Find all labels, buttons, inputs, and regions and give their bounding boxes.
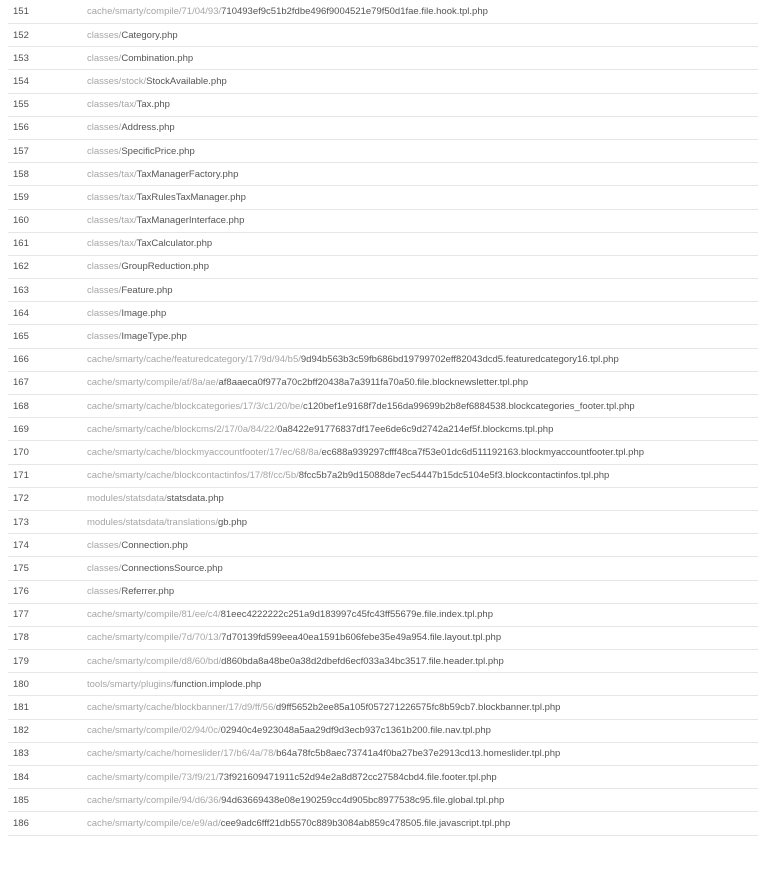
file-name: Connection.php [121, 539, 188, 551]
file-name: Address.php [121, 122, 175, 134]
table-row [8, 812, 758, 835]
row-number: 175 [13, 562, 29, 574]
row-number: 152 [13, 29, 29, 41]
row-number: 185 [13, 794, 29, 806]
row-number: 151 [13, 6, 29, 17]
table-row [8, 650, 758, 673]
file-name: cee9adc6fff21db5570c889b3084ab859c478505.file.javascript.tpl.php [220, 817, 511, 829]
row-number: 180 [13, 678, 29, 690]
table-row [8, 210, 758, 233]
row-number: 159 [13, 191, 29, 203]
file-path [87, 679, 758, 690]
file-path [87, 261, 758, 272]
table-row [8, 47, 758, 70]
file-name: TaxCalculator.php [136, 238, 213, 250]
file-path [87, 6, 758, 17]
file-name: 8fcc5b7a2b9d15088de7ec54447b15dc5104e5f3.blockcontactinfos.tpl.php [298, 470, 610, 482]
file-directory: cache/smarty/compile/ce/e9/ad/ [87, 817, 221, 829]
row-number: 178 [13, 632, 29, 644]
table-row [8, 325, 758, 348]
file-name: c120bef1e9168f7de156da99699b2b8ef6884538.blockcategories_footer.tpl.php [302, 400, 635, 412]
row-number: 168 [13, 400, 29, 412]
file-path [87, 53, 758, 64]
file-path [87, 725, 758, 736]
file-name: af8aaeca0f977a70c2bff20438a7a3911fa70a50.file.blocknewsletter.tpl.php [218, 377, 529, 389]
row-number: 162 [13, 261, 29, 273]
row-number: 169 [13, 423, 29, 435]
file-path [87, 540, 758, 551]
file-path [87, 609, 758, 620]
row-number: 179 [13, 655, 29, 667]
file-path [87, 470, 758, 481]
file-directory: modules/statsdata/ [87, 493, 167, 505]
file-name: 94d63669438e08e190259cc4d905bc8977538c95.file.global.tpl.php [221, 794, 505, 806]
table-row [8, 418, 758, 441]
table-row [8, 673, 758, 696]
file-name: Category.php [121, 29, 178, 41]
file-directory: classes/tax/ [87, 238, 137, 250]
file-directory: cache/smarty/compile/94/d6/36/ [87, 794, 222, 806]
table-row [8, 302, 758, 325]
table-row [8, 488, 758, 511]
file-name: TaxManagerFactory.php [136, 168, 239, 180]
file-directory: classes/ [87, 52, 122, 64]
file-directory: cache/smarty/compile/af/8a/ae/ [87, 377, 219, 389]
file-directory: classes/ [87, 145, 122, 157]
file-directory: classes/ [87, 284, 122, 296]
file-path [87, 447, 758, 458]
table-row [8, 233, 758, 256]
table-row [8, 534, 758, 557]
file-path [87, 192, 758, 203]
file-directory: classes/tax/ [87, 215, 137, 227]
file-path [87, 586, 758, 597]
row-number: 153 [13, 52, 29, 64]
file-name: statsdata.php [166, 493, 224, 505]
table-row [8, 395, 758, 418]
file-name: d9ff5652b2ee85a105f057271226575fc8b59cb7.blockbanner.tpl.php [275, 702, 561, 714]
file-name: d860bda8a48be0a38d2dbefd6ecf033a34bc3517.file.header.tpl.php [221, 655, 504, 667]
file-path [87, 99, 758, 110]
row-number: 155 [13, 99, 29, 111]
file-directory: cache/smarty/cache/blockcms/2/17/0a/84/22/ [87, 423, 278, 435]
file-directory: classes/ [87, 586, 122, 598]
file-path [87, 146, 758, 157]
file-name: Referrer.php [121, 586, 175, 598]
row-number: 166 [13, 354, 29, 366]
file-directory: cache/smarty/compile/d8/60/bd/ [87, 655, 222, 667]
table-row [8, 140, 758, 163]
row-number: 181 [13, 702, 29, 714]
file-directory: cache/smarty/compile/73/f9/21/ [87, 771, 219, 783]
file-path [87, 377, 758, 388]
file-path [87, 285, 758, 296]
file-directory: classes/ [87, 261, 122, 273]
file-name: function.implode.php [173, 678, 262, 690]
row-number: 157 [13, 145, 29, 157]
file-path [87, 424, 758, 435]
file-path [87, 331, 758, 342]
file-name: ConnectionsSource.php [121, 562, 223, 574]
file-directory: cache/smarty/compile/02/94/0c/ [87, 725, 221, 737]
row-number: 171 [13, 470, 29, 482]
row-number: 183 [13, 748, 29, 760]
file-name: b64a78fc5b8aec73741a4f0ba27be37e2913cd13.homeslider.tpl.php [276, 748, 561, 760]
file-path [87, 818, 758, 829]
file-directory: classes/ [87, 122, 122, 134]
table-row [8, 511, 758, 534]
table-row [8, 720, 758, 743]
file-path [87, 122, 758, 133]
file-directory: cache/smarty/cache/featuredcategory/17/9d/94/b5/ [87, 354, 301, 366]
file-name: 7d70139fd599eea40ea1591b606febe35e49a954.file.layout.tpl.php [221, 632, 502, 644]
row-number: 174 [13, 539, 29, 551]
file-directory: classes/ [87, 562, 122, 574]
included-files-table [8, 0, 758, 836]
table-row [8, 581, 758, 604]
row-number: 154 [13, 75, 29, 87]
file-directory: classes/tax/ [87, 191, 137, 203]
file-name: Combination.php [121, 52, 194, 64]
file-name: Image.php [121, 307, 167, 319]
table-row [8, 24, 758, 47]
file-name: 81eec4222222c251a9d183997c45fc43ff55679e.file.index.tpl.php [220, 609, 493, 621]
file-path [87, 238, 758, 249]
file-path [87, 748, 758, 759]
table-row [8, 186, 758, 209]
table-row [8, 604, 758, 627]
file-directory: cache/smarty/cache/blockmyaccountfooter/17/ec/68/8a/ [87, 446, 322, 458]
file-name: Feature.php [121, 284, 173, 296]
file-path [87, 772, 758, 783]
file-name: 0a8422e91776837df17ee6de6c9d2742a214ef5f.blockcms.tpl.php [277, 423, 554, 435]
file-directory: cache/smarty/compile/81/ee/c4/ [87, 609, 221, 621]
file-name: ec688a939297cfff48ca7f53e01dc6d511192163.blockmyaccountfooter.tpl.php [321, 446, 645, 458]
file-directory: cache/smarty/compile/71/04/93/ [87, 6, 222, 17]
file-path [87, 656, 758, 667]
file-directory: classes/ [87, 307, 122, 319]
file-name: 9d94b563b3c59fb686bd19799702eff82043dcd5.featuredcategory16.tpl.php [300, 354, 619, 366]
file-path [87, 702, 758, 713]
row-number: 165 [13, 331, 29, 343]
file-path [87, 493, 758, 504]
table-row [8, 465, 758, 488]
file-directory: tools/smarty/plugins/ [87, 678, 174, 690]
file-directory: cache/smarty/compile/7d/70/13/ [87, 632, 222, 644]
file-path [87, 30, 758, 41]
file-path [87, 169, 758, 180]
file-path [87, 517, 758, 528]
row-number: 170 [13, 446, 29, 458]
table-row [8, 627, 758, 650]
file-directory: classes/ [87, 331, 122, 343]
row-number: 163 [13, 284, 29, 296]
row-number: 156 [13, 122, 29, 134]
table-row [8, 279, 758, 302]
file-name: GroupReduction.php [121, 261, 209, 273]
file-directory: modules/statsdata/translations/ [87, 516, 218, 528]
file-name: Tax.php [136, 99, 170, 111]
file-name: 710493ef9c51b2fdbe496f9004521e79f50d1fae.file.hook.tpl.php [221, 6, 488, 17]
row-number: 160 [13, 215, 29, 227]
table-row [8, 349, 758, 372]
row-number: 164 [13, 307, 29, 319]
file-path [87, 632, 758, 643]
row-number: 173 [13, 516, 29, 528]
row-number: 184 [13, 771, 29, 783]
file-name: gb.php [217, 516, 248, 528]
file-name: 73f921609471911c52d94e2a8d872cc27584cbd4.file.footer.tpl.php [218, 771, 497, 783]
row-number: 186 [13, 817, 29, 829]
file-path [87, 76, 758, 87]
file-name: TaxManagerInterface.php [136, 215, 245, 227]
row-number: 177 [13, 609, 29, 621]
file-path [87, 215, 758, 226]
row-number: 158 [13, 168, 29, 180]
table-row [8, 256, 758, 279]
row-number: 161 [13, 238, 29, 250]
file-path [87, 308, 758, 319]
table-row [8, 743, 758, 766]
table-row [8, 0, 758, 24]
row-number: 167 [13, 377, 29, 389]
file-directory: classes/tax/ [87, 168, 137, 180]
row-number: 176 [13, 586, 29, 598]
file-name: SpecificPrice.php [121, 145, 195, 157]
file-name: ImageType.php [121, 331, 187, 343]
file-directory: cache/smarty/cache/blockbanner/17/d9/ff/56/ [87, 702, 276, 714]
table-row [8, 696, 758, 719]
file-directory: classes/stock/ [87, 75, 147, 87]
file-directory: cache/smarty/cache/homeslider/17/b6/4a/78/ [87, 748, 277, 760]
table-row [8, 766, 758, 789]
file-path [87, 401, 758, 412]
table-row [8, 117, 758, 140]
table-row [8, 372, 758, 395]
file-directory: classes/ [87, 29, 122, 41]
file-name: 02940c4e923048a5aa29df9d3ecb937c1361b200.file.nav.tpl.php [220, 725, 491, 737]
file-directory: classes/ [87, 539, 122, 551]
table-row [8, 94, 758, 117]
file-directory: cache/smarty/cache/blockcontactinfos/17/8f/cc/5b/ [87, 470, 299, 482]
file-path [87, 354, 758, 365]
row-number: 182 [13, 725, 29, 737]
file-path [87, 795, 758, 806]
file-name: TaxRulesTaxManager.php [136, 191, 246, 203]
file-name: StockAvailable.php [146, 75, 227, 87]
table-row [8, 789, 758, 812]
row-number: 172 [13, 493, 29, 505]
table-row [8, 441, 758, 464]
table-row [8, 163, 758, 186]
file-directory: classes/tax/ [87, 99, 137, 111]
table-row [8, 557, 758, 580]
file-directory: cache/smarty/cache/blockcategories/17/3/c1/20/be/ [87, 400, 303, 412]
file-path [87, 563, 758, 574]
table-row [8, 70, 758, 93]
